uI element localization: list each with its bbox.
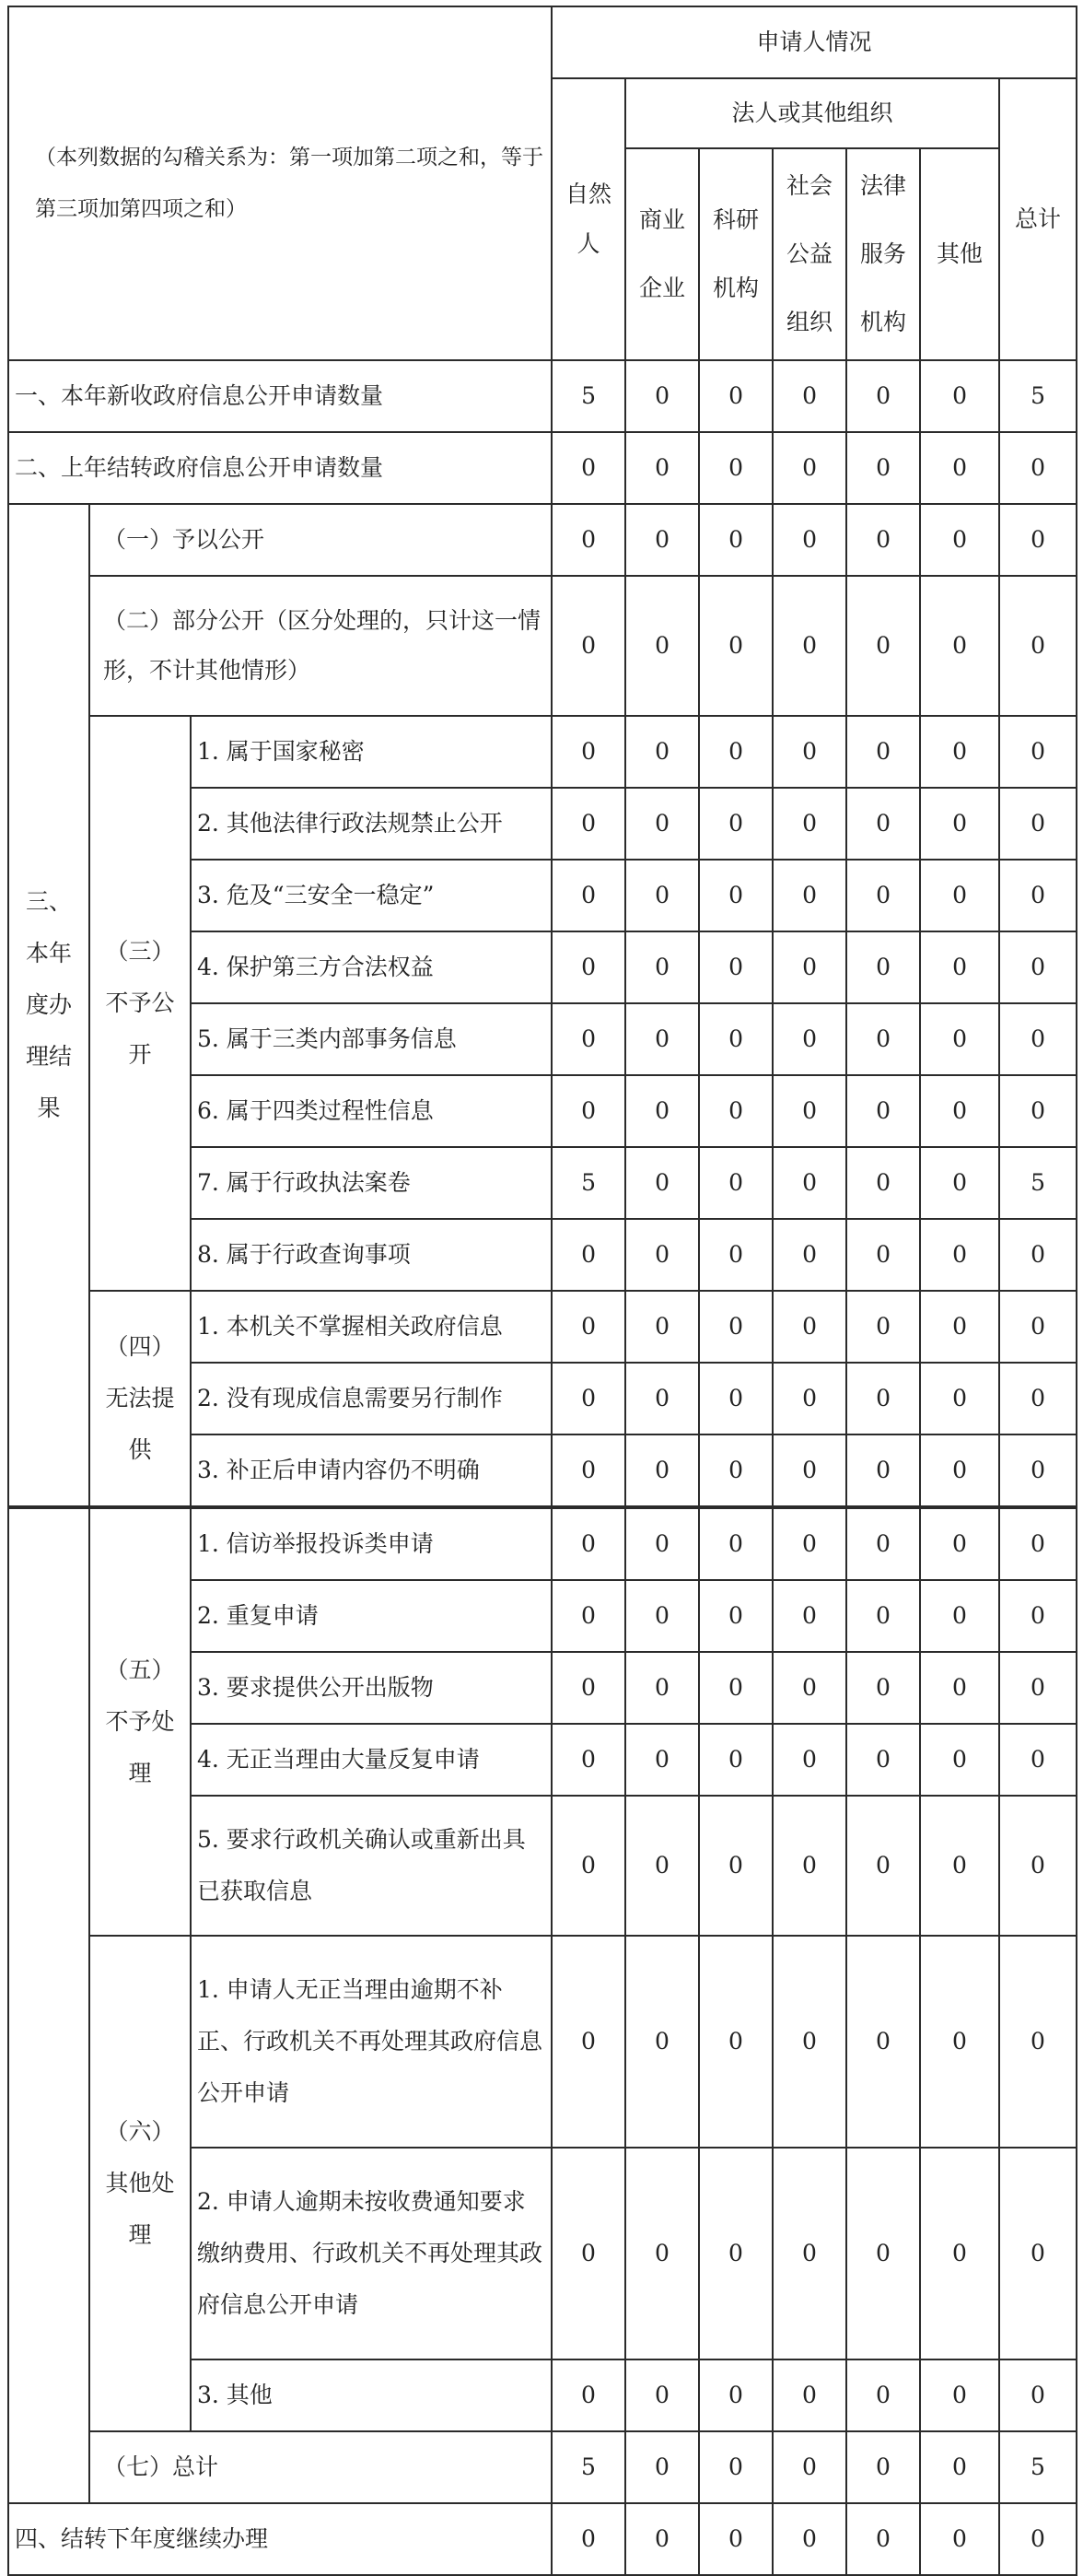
value-cell: 0 [625, 360, 699, 432]
value-cell: 5 [999, 360, 1077, 432]
row-label: 3. 要求提供公开出版物 [191, 1652, 552, 1724]
value-cell: 0 [699, 432, 773, 504]
value-cell: 0 [773, 2431, 846, 2503]
value-cell: 0 [699, 1434, 773, 1506]
value-cell: 0 [846, 1147, 920, 1219]
blank-cell [8, 1508, 89, 2503]
value-cell: 0 [699, 360, 773, 432]
value-cell: 0 [699, 1936, 773, 2148]
value-cell: 0 [625, 931, 699, 1003]
value-cell: 0 [699, 1219, 773, 1291]
value-cell: 0 [773, 2148, 846, 2359]
value-cell: 0 [846, 2431, 920, 2503]
value-cell: 0 [999, 716, 1077, 788]
value-cell: 0 [552, 1291, 625, 1363]
value-cell: 0 [552, 1936, 625, 2148]
row-label: 2. 申请人逾期未按收费通知要求缴纳费用、行政机关不再处理其政府信息公开申请 [191, 2148, 552, 2359]
row-label: 6. 属于四类过程性信息 [191, 1075, 552, 1147]
value-cell: 0 [625, 576, 699, 716]
value-cell: 0 [999, 2503, 1077, 2575]
value-cell: 0 [920, 576, 999, 716]
value-cell: 0 [846, 860, 920, 931]
value-cell: 0 [846, 360, 920, 432]
value-cell: 0 [552, 1363, 625, 1434]
value-cell: 0 [920, 1147, 999, 1219]
value-cell: 0 [920, 1796, 999, 1936]
value-cell: 5 [552, 1147, 625, 1219]
header-commercial: 商业企业 [625, 148, 699, 360]
value-cell: 0 [999, 432, 1077, 504]
row-label: 4. 无正当理由大量反复申请 [191, 1724, 552, 1796]
value-cell: 0 [920, 360, 999, 432]
row-label: 1. 本机关不掌握相关政府信息 [191, 1291, 552, 1363]
group-label: （五）不予处理 [89, 1508, 191, 1936]
row-label: 3. 危及“三安全一稳定” [191, 860, 552, 931]
value-cell: 0 [625, 1075, 699, 1147]
value-cell: 0 [920, 1434, 999, 1506]
value-cell: 0 [999, 2148, 1077, 2359]
row-label: 四、结转下年度继续办理 [8, 2503, 552, 2575]
value-cell: 0 [846, 1796, 920, 1936]
value-cell: 0 [699, 1147, 773, 1219]
value-cell: 0 [773, 1147, 846, 1219]
value-cell: 0 [846, 1291, 920, 1363]
table-row [8, 716, 1077, 788]
row-label: （二）部分公开（区分处理的，只计这一情形，不计其他情形） [89, 576, 552, 716]
header-natural: 自然人 [552, 78, 625, 360]
value-cell: 0 [999, 1434, 1077, 1506]
value-cell: 0 [699, 1075, 773, 1147]
value-cell: 0 [552, 931, 625, 1003]
table-row [8, 1508, 1077, 1580]
value-cell: 0 [625, 1652, 699, 1724]
value-cell: 0 [625, 2359, 699, 2431]
value-cell: 0 [552, 576, 625, 716]
value-cell: 0 [773, 1291, 846, 1363]
value-cell: 0 [699, 2503, 773, 2575]
value-cell: 0 [999, 1003, 1077, 1075]
value-cell: 0 [773, 1363, 846, 1434]
value-cell: 0 [552, 1075, 625, 1147]
value-cell: 0 [699, 1291, 773, 1363]
value-cell: 0 [999, 931, 1077, 1003]
value-cell: 0 [699, 1003, 773, 1075]
row-label: 5. 要求行政机关确认或重新出具已获取信息 [191, 1796, 552, 1936]
value-cell: 0 [846, 931, 920, 1003]
value-cell: 0 [773, 1652, 846, 1724]
row-label: 8. 属于行政查询事项 [191, 1219, 552, 1291]
value-cell: 0 [625, 1219, 699, 1291]
table-row [8, 360, 1077, 432]
row-label: 2. 没有现成信息需要另行制作 [191, 1363, 552, 1434]
value-cell: 0 [846, 1936, 920, 2148]
row-label: （七）总计 [89, 2431, 552, 2503]
value-cell: 0 [699, 788, 773, 860]
value-cell: 0 [920, 1724, 999, 1796]
value-cell: 0 [625, 1291, 699, 1363]
value-cell: 0 [920, 1580, 999, 1652]
value-cell: 0 [999, 1508, 1077, 1580]
value-cell: 0 [552, 1580, 625, 1652]
value-cell: 0 [999, 1652, 1077, 1724]
value-cell: 0 [625, 2431, 699, 2503]
section-3-label: 三、本年度办理结果 [8, 504, 89, 1506]
value-cell: 0 [552, 788, 625, 860]
value-cell: 0 [846, 1652, 920, 1724]
header-other: 其他 [920, 148, 999, 360]
value-cell: 0 [773, 1936, 846, 2148]
value-cell: 0 [773, 576, 846, 716]
value-cell: 0 [920, 2148, 999, 2359]
value-cell: 0 [699, 931, 773, 1003]
value-cell: 0 [773, 1508, 846, 1580]
value-cell: 0 [773, 1580, 846, 1652]
table-row [8, 504, 1077, 576]
value-cell: 0 [920, 2359, 999, 2431]
value-cell: 0 [552, 2148, 625, 2359]
value-cell: 0 [699, 504, 773, 576]
value-cell: 0 [999, 1291, 1077, 1363]
value-cell: 0 [552, 1796, 625, 1936]
value-cell: 0 [625, 788, 699, 860]
header-note: （本列数据的勾稽关系为：第一项加第二项之和，等于第三项加第四项之和） [8, 6, 552, 360]
header-legal-service: 法律服务机构 [846, 148, 920, 360]
value-cell: 0 [999, 1219, 1077, 1291]
value-cell: 0 [552, 2359, 625, 2431]
value-cell: 0 [920, 1652, 999, 1724]
value-cell: 0 [552, 1508, 625, 1580]
value-cell: 0 [773, 432, 846, 504]
value-cell: 0 [846, 1724, 920, 1796]
value-cell: 0 [920, 1508, 999, 1580]
value-cell: 0 [773, 1796, 846, 1936]
table-container [7, 6, 1076, 2576]
value-cell: 0 [699, 576, 773, 716]
value-cell: 0 [999, 860, 1077, 931]
row-label: 3. 其他 [191, 2359, 552, 2431]
value-cell: 0 [846, 1003, 920, 1075]
table-row [8, 576, 1077, 716]
row-label: 2. 重复申请 [191, 1580, 552, 1652]
value-cell: 0 [773, 2359, 846, 2431]
header-legal-group: 法人或其他组织 [625, 78, 999, 148]
value-cell: 0 [552, 432, 625, 504]
value-cell: 0 [625, 504, 699, 576]
value-cell: 0 [699, 1724, 773, 1796]
value-cell: 0 [846, 1075, 920, 1147]
value-cell: 0 [920, 1075, 999, 1147]
row-label: 一、本年新收政府信息公开申请数量 [8, 360, 552, 432]
value-cell: 0 [920, 716, 999, 788]
value-cell: 0 [625, 1003, 699, 1075]
value-cell: 0 [999, 504, 1077, 576]
value-cell: 0 [773, 1434, 846, 1506]
value-cell: 0 [920, 2503, 999, 2575]
value-cell: 0 [625, 2503, 699, 2575]
value-cell: 0 [552, 1219, 625, 1291]
row-label: 1. 申请人无正当理由逾期不补正、行政机关不再处理其政府信息公开申请 [191, 1936, 552, 2148]
value-cell: 0 [773, 788, 846, 860]
header-research: 科研机构 [699, 148, 773, 360]
value-cell: 0 [773, 504, 846, 576]
value-cell: 0 [846, 1580, 920, 1652]
value-cell: 0 [625, 1580, 699, 1652]
value-cell: 0 [699, 716, 773, 788]
value-cell: 0 [846, 2148, 920, 2359]
value-cell: 0 [773, 1003, 846, 1075]
table-row [8, 2503, 1077, 2575]
value-cell: 0 [625, 2148, 699, 2359]
group-label: （六）其他处理 [89, 1936, 191, 2431]
value-cell: 0 [920, 1936, 999, 2148]
value-cell: 0 [552, 860, 625, 931]
value-cell: 0 [999, 1796, 1077, 1936]
value-cell: 0 [846, 2503, 920, 2575]
value-cell: 0 [625, 1508, 699, 1580]
row-label: 1. 信访举报投诉类申请 [191, 1508, 552, 1580]
value-cell: 0 [999, 1936, 1077, 2148]
value-cell: 0 [699, 1363, 773, 1434]
value-cell: 0 [552, 1434, 625, 1506]
value-cell: 0 [773, 360, 846, 432]
value-cell: 0 [699, 2431, 773, 2503]
value-cell: 0 [920, 1363, 999, 1434]
value-cell: 0 [846, 504, 920, 576]
value-cell: 0 [920, 931, 999, 1003]
value-cell: 0 [920, 504, 999, 576]
value-cell: 0 [552, 1724, 625, 1796]
value-cell: 0 [920, 788, 999, 860]
value-cell: 0 [920, 860, 999, 931]
value-cell: 0 [773, 931, 846, 1003]
value-cell: 0 [999, 1724, 1077, 1796]
row-label: 3. 补正后申请内容仍不明确 [191, 1434, 552, 1506]
value-cell: 0 [625, 1434, 699, 1506]
value-cell: 0 [773, 1075, 846, 1147]
value-cell: 0 [699, 1796, 773, 1936]
row-label: 5. 属于三类内部事务信息 [191, 1003, 552, 1075]
value-cell: 0 [999, 1075, 1077, 1147]
value-cell: 5 [999, 2431, 1077, 2503]
value-cell: 0 [552, 1003, 625, 1075]
value-cell: 0 [625, 1147, 699, 1219]
value-cell: 0 [625, 1796, 699, 1936]
value-cell: 0 [625, 1363, 699, 1434]
value-cell: 5 [552, 2431, 625, 2503]
value-cell: 0 [625, 1724, 699, 1796]
group-label: （四）无法提供 [89, 1291, 191, 1506]
row-label: 二、上年结转政府信息公开申请数量 [8, 432, 552, 504]
value-cell: 0 [999, 1580, 1077, 1652]
group-label: （三）不予公开 [89, 716, 191, 1291]
value-cell: 0 [773, 2503, 846, 2575]
value-cell: 0 [999, 1363, 1077, 1434]
row-label: 7. 属于行政执法案卷 [191, 1147, 552, 1219]
table-row [8, 1291, 1077, 1363]
row-label: 2. 其他法律行政法规禁止公开 [191, 788, 552, 860]
value-cell: 0 [846, 716, 920, 788]
value-cell: 0 [846, 432, 920, 504]
value-cell: 0 [846, 1508, 920, 1580]
value-cell: 0 [999, 576, 1077, 716]
value-cell: 0 [552, 1652, 625, 1724]
value-cell: 0 [846, 1434, 920, 1506]
value-cell: 0 [846, 576, 920, 716]
value-cell: 0 [999, 788, 1077, 860]
value-cell: 0 [552, 504, 625, 576]
value-cell: 0 [846, 1219, 920, 1291]
value-cell: 0 [773, 1219, 846, 1291]
value-cell: 5 [999, 1147, 1077, 1219]
value-cell: 0 [699, 1580, 773, 1652]
value-cell: 0 [625, 1936, 699, 2148]
value-cell: 0 [699, 1508, 773, 1580]
value-cell: 0 [552, 2503, 625, 2575]
table-row [8, 1936, 1077, 2148]
value-cell: 0 [625, 432, 699, 504]
value-cell: 0 [846, 1363, 920, 1434]
value-cell: 0 [699, 1652, 773, 1724]
table-row [8, 432, 1077, 504]
value-cell: 0 [699, 2148, 773, 2359]
value-cell: 0 [846, 2359, 920, 2431]
header-total: 总计 [999, 78, 1077, 360]
table-row [8, 2431, 1077, 2503]
value-cell: 5 [552, 360, 625, 432]
row-label: 1. 属于国家秘密 [191, 716, 552, 788]
value-cell: 0 [773, 1724, 846, 1796]
row-label: 4. 保护第三方合法权益 [191, 931, 552, 1003]
row-label: （一）予以公开 [89, 504, 552, 576]
info-disclosure-table-part2 [7, 1507, 1077, 2576]
value-cell: 0 [625, 860, 699, 931]
value-cell: 0 [699, 2359, 773, 2431]
value-cell: 0 [552, 716, 625, 788]
value-cell: 0 [999, 2359, 1077, 2431]
value-cell: 0 [920, 1219, 999, 1291]
info-disclosure-table [7, 6, 1077, 1507]
value-cell: 0 [920, 2431, 999, 2503]
value-cell: 0 [773, 860, 846, 931]
header-public-welfare: 社会公益组织 [773, 148, 846, 360]
value-cell: 0 [773, 716, 846, 788]
value-cell: 0 [846, 788, 920, 860]
value-cell: 0 [920, 1291, 999, 1363]
header-applicant: 申请人情况 [552, 6, 1077, 78]
value-cell: 0 [920, 432, 999, 504]
value-cell: 0 [920, 1003, 999, 1075]
value-cell: 0 [699, 860, 773, 931]
value-cell: 0 [625, 716, 699, 788]
